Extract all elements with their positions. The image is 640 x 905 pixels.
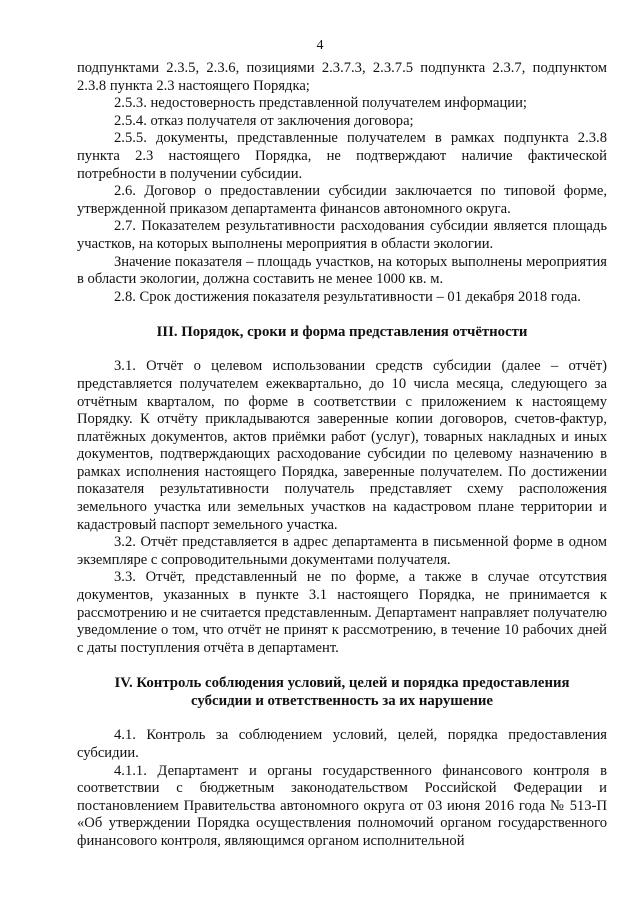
paragraph: 3.1. Отчёт о целевом использовании средств субсидии (далее – отчёт) представляется получателем ежеквартально, до 10 числа месяца, следующего за отчётным кварталом, по форме в соответствии с приложением к настоящему Порядку. К отчёту прикладываются заверенные копии договоров, счетов-фактур, платёжных документов, актов приёмки работ (услуг), товарных накладных и иных документов, подтверждающих расходование субсидии по целевому назначению в рамках исполнения настоящего Порядка, заверенные получателем. По достижении показателя результативности получатель представляет схему расположения земельного участка или земельных участков на кадастровом плане территории и кадастровый паспорт земельного участка. (77, 358, 607, 533)
section-4-heading (77, 674, 607, 710)
section-4-heading-line-2: субсидии и ответственность за их нарушение (191, 693, 493, 710)
paragraph: 4.1. Контроль за соблюдением условий, целей, порядка предоставления субсидии. (77, 727, 607, 761)
paragraph: 2.5.5. документы, представленные получателем в рамках подпункта 2.3.8 пункта 2.3 настоящего Порядка, не подтверждают наличие фактической потребности в получении субсидии. (77, 130, 607, 182)
paragraph: 2.8. Срок достижения показателя результативности – 01 декабря 2018 года. (114, 288, 581, 305)
section-4-heading-line-1: IV. Контроль соблюдения условий, целей и порядка предоставления (114, 675, 570, 692)
paragraph: 3.3. Отчёт, представленный не по форме, а также в случае отсутствия документов, указанных в пункте 3.1 настоящего Порядка, не принимается к рассмотрению и не считается представленным. Департамент направляет получателю уведомление о том, что отчёт не принят к рассмотрению, в течение 10 рабочих дней с даты поступления отчёта в департамент. (77, 569, 607, 656)
paragraph: 2.7. Показателем результативности расходования субсидии является площадь участков, на которых выполнены мероприятия в области экологии. (77, 218, 607, 252)
paragraph: 2.6. Договор о предоставлении субсидии заключается по типовой форме, утвержденной приказом департамента финансов автономного округа. (77, 183, 607, 217)
paragraph: 3.2. Отчёт представляется в адрес департамента в письменной форме в одном экземпляре с сопроводительными документами получателя. (77, 534, 607, 568)
paragraph: 2.5.4. отказ получателя от заключения договора; (114, 112, 414, 129)
paragraph: 4.1.1. Департамент и органы государственного финансового контроля в соответствии с бюджетным законодательством Российской Федерации и постановлением Правительства автономного округа от 03 июня 2016 года № 513-П «Об утверждении Порядка осуществления полномочий органом государственного финансового контроля, являющимся органом исполнительной (77, 762, 607, 849)
paragraph: подпунктами 2.3.5, 2.3.6, позициями 2.3.7.3, 2.3.7.5 подпункта 2.3.7, подпунктом 2.3.8 пункта 2.3 настоящего Порядка; (77, 60, 607, 94)
section-3-heading: III. Порядок, сроки и форма представления отчётности (156, 324, 528, 341)
document-body (77, 60, 607, 851)
page-number: 4 (316, 38, 324, 53)
paragraph: 2.5.3. недостоверность представленной получателем информации; (114, 95, 527, 112)
paragraph: Значение показателя – площадь участков, на которых выполнены мероприятия в области экологии, должна составить не менее 1000 кв. м. (77, 253, 607, 288)
